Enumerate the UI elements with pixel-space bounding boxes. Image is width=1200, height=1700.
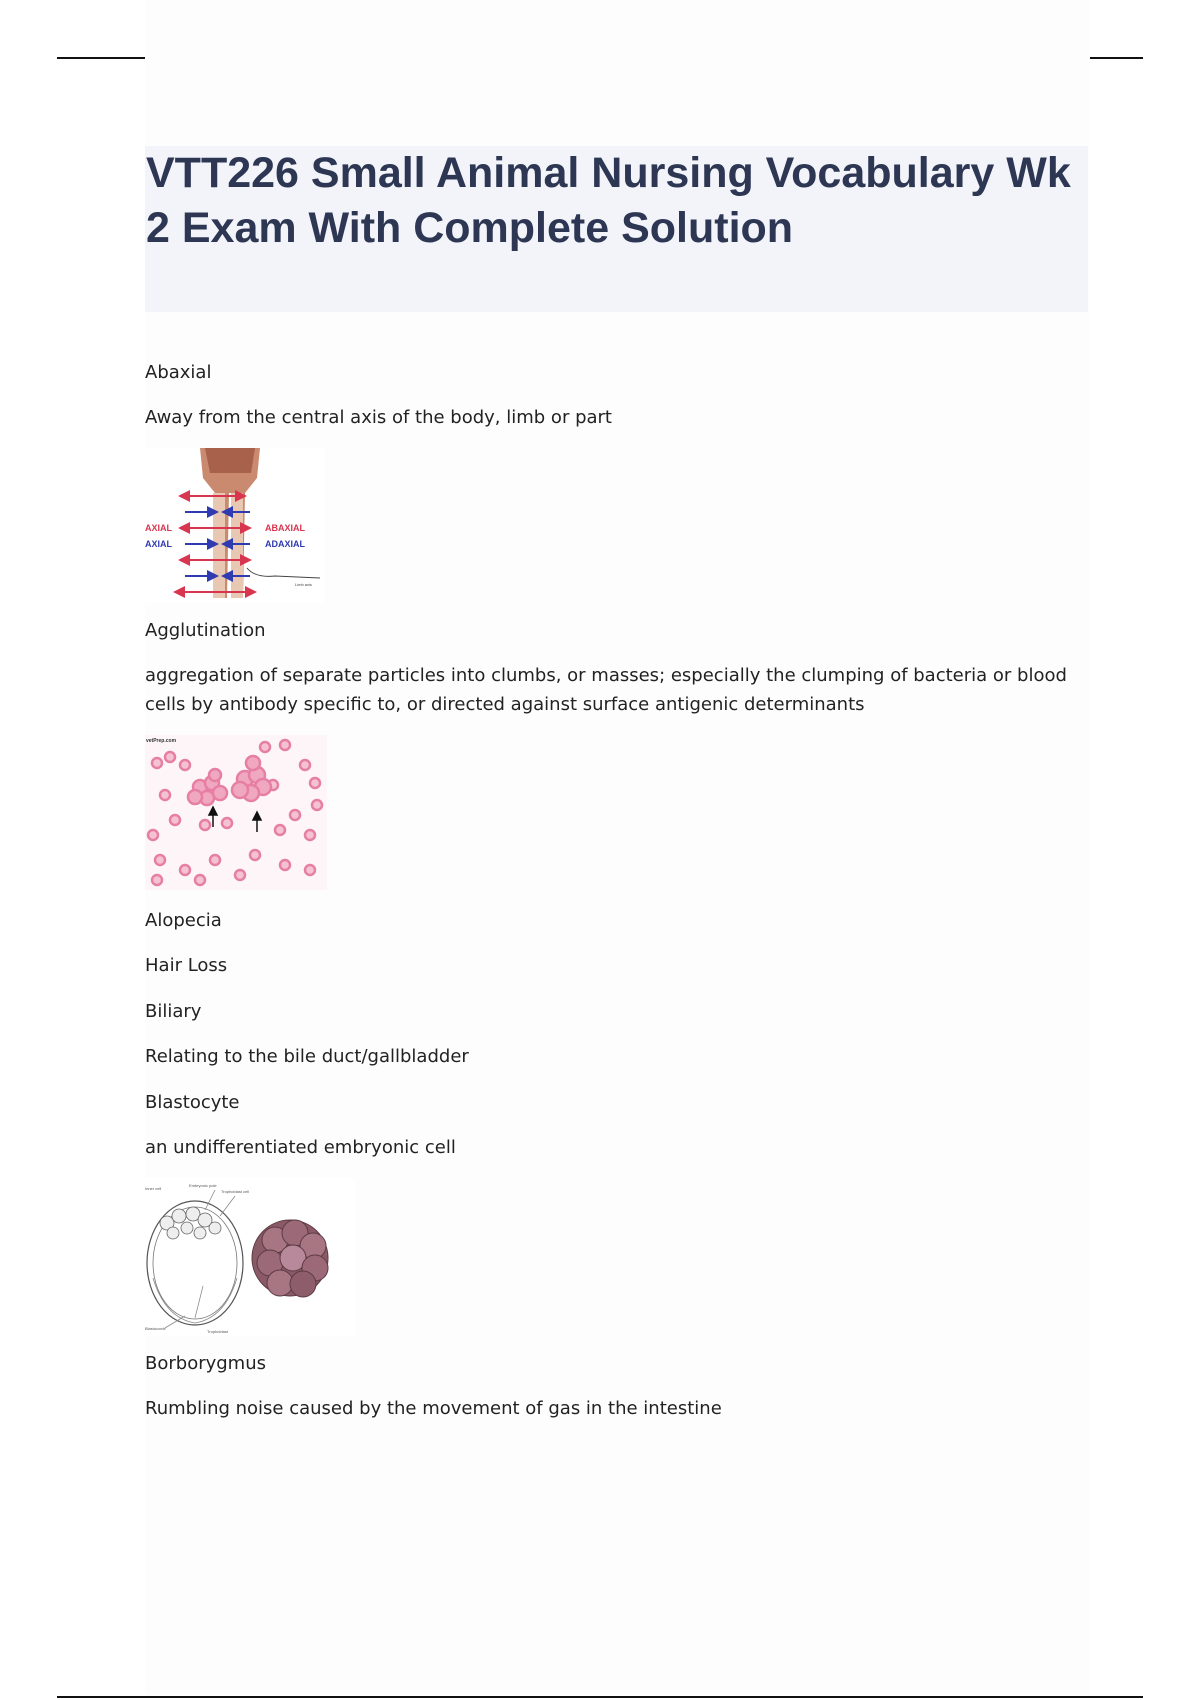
label-trophoblast-cell: Trophoblast cell — [221, 1189, 250, 1194]
term-alopecia: Alopecia — [145, 910, 222, 931]
term-abaxial: Abaxial — [145, 362, 212, 383]
bottom-rule — [57, 1696, 1143, 1698]
blastocyte-figure — [145, 1178, 355, 1336]
label-abaxial: ABAXIAL — [265, 523, 305, 533]
label-inner-cell: Inner cell — [145, 1186, 162, 1191]
label-embryonic-pole: Embryonic pole — [189, 1183, 217, 1188]
label-left-2: AXIAL — [145, 539, 172, 549]
term-agglutination: Agglutination — [145, 620, 266, 641]
definition-agglutination: aggregation of separate particles into clumbs, or masses; especially the clumping of bacteria or blood cells by antibody specific to, or directed against surface antigenic determinants — [145, 665, 1067, 715]
label-limb-axis: Limb axis — [295, 582, 312, 587]
label-blastocoele: Blastocoele — [145, 1326, 166, 1331]
term-blastocyte: Blastocyte — [145, 1092, 240, 1113]
definition-biliary: Relating to the bile duct/gallbladder — [145, 1046, 469, 1067]
agglutination-blood-smear-figure — [145, 735, 327, 890]
definition-alopecia: Hair Loss — [145, 955, 228, 976]
definition-abaxial: Away from the central axis of the body, limb or part — [145, 407, 612, 428]
label-left-1: AXIAL — [145, 523, 172, 533]
label-trophoblast: Trophoblast — [207, 1329, 228, 1334]
term-borborygmus: Borborygmus — [145, 1353, 266, 1374]
definition-blastocyte: an undifferentiated embryonic cell — [145, 1137, 456, 1158]
label-adaxial: ADAXIAL — [265, 539, 305, 549]
watermark: vetPrep.com — [146, 738, 177, 744]
term-biliary: Biliary — [145, 1001, 202, 1022]
abaxial-limb-figure — [145, 448, 325, 603]
definition-borborygmus: Rumbling noise caused by the movement of gas in the intestine — [145, 1398, 722, 1419]
document-title: VTT226 Small Animal Nursing Vocabulary Wk 2 Exam With Complete Solution — [146, 149, 1071, 252]
